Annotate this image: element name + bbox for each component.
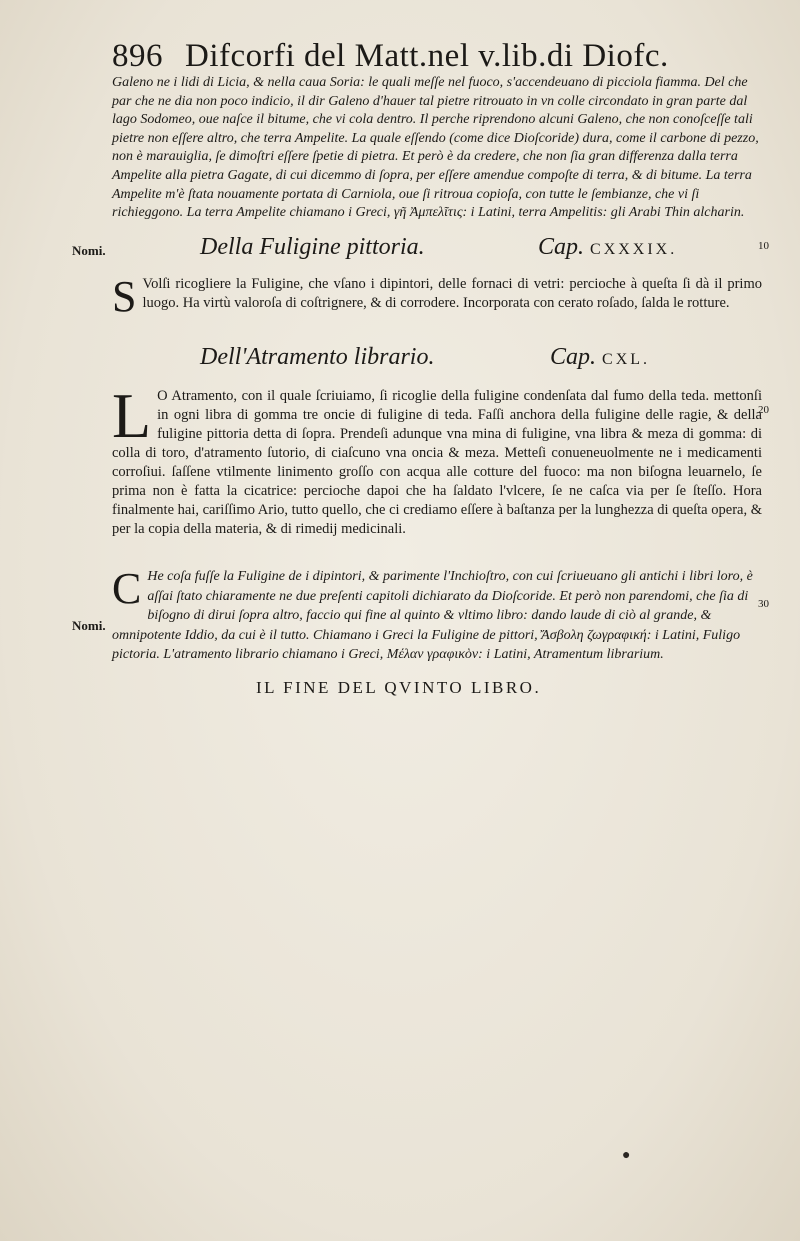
drop-cap: C [112, 564, 142, 613]
paragraph-atramento [112, 380, 762, 539]
paragraph-text: O Atramento, con il quale ſcriuiamo, ſi ricoglie della fuligine condenſata dal fumo della teda. mettonſi in ogni libra di gomma tre oncie di fuligine di teda. Faſſi anchora della fuligine delle ragie, & della fuligine pittoria detta di ſopra. Prendeſi adunque vna mina di fuligine, vna libra & meza di gomma: di colla di toro, d'atramento ſutorio, di ciaſcuno vna oncia & meza. Metteſi conueneuolmente ne i medicamenti corroſiui. ſaſſene vtilmente linimento groſſo con acqua alle cotture del fuoco: ma non biſogna leuarnelo, ſe prima non è fatta la cicatrice: percioche dapoi che ha ſaldato l'vlcere, ſe ne caſca via per ſe ſteſſo. Hora finalmente hai, cariſſimo Ario, tutto quello, che ci crediamo eſſere à baſtanza per la lunghezza di queſta opera, & per la copia della materia, & di rimedij medicinali. [112, 388, 762, 537]
margin-line-number: 20 [758, 404, 769, 416]
margin-line-number: 30 [758, 598, 769, 610]
drop-cap: L [112, 380, 152, 451]
paragraph-text: He coſa fuſſe la Fuligine de i dipintori, & parimente l'Inchioſtro, con cui ſcriueuano gli antichi i libri loro, è aſſai ſtato chiaramente ne due preſenti capitoli dichiarato da Dioſcoride. Et però non parendomi, che ſia di biſogno di dirui ſopra altro, faccio qui fine al quinto & vltimo libro: dando laude di ciò al grande, & omnipotente Iddio, da cui è il tutto. Chiamano i Greci la Fuligine de pittori, Ἄσβολη ζωγραφική: i Latini, Fuligo pictoria. L'atramento librario chiamano i Greci, Μέλαν γραφικὸν: i Latini, Atramentum librarium. [112, 569, 753, 663]
paragraph-text: Volſi ricogliere la Fuligine, che vſano i dipintori, delle fornaci di vetri: percioche à queſta ſi dà il primo luogo. Ha virtù valoroſa di coſtrignere, & di corrodere. Incorporata con cerato roſado, ſalda le rotture. [142, 276, 762, 311]
running-title: Difcorfi del Matt.nel v.lib.di Diofc. [185, 38, 669, 74]
cap-number: CXXXIX. [590, 241, 678, 258]
cap-label: Cap. [550, 344, 597, 370]
page-number: 896 [112, 38, 163, 74]
chapter-number [550, 344, 650, 371]
paragraph-commentary [112, 564, 762, 665]
margin-line-number: 10 [758, 240, 769, 252]
drop-cap: S [112, 272, 137, 321]
chapter-title: Della Fuligine pittoria. [200, 234, 425, 260]
side-note-nomi: Nomi. [72, 243, 106, 258]
ink-blot: ● [622, 1148, 631, 1163]
chapter-heading-140 [200, 344, 720, 371]
chapter-title: Dell'Atramento librario. [200, 344, 435, 370]
colophon: IL FINE DEL QVINTO LIBRO. [256, 678, 542, 697]
chapter-heading-139 [200, 234, 720, 261]
page-header [112, 38, 669, 75]
cap-label: Cap. [538, 234, 585, 260]
paragraph-fuligine [112, 272, 762, 321]
side-note-nomi: Nomi. [72, 618, 106, 633]
chapter-number [538, 234, 677, 261]
cap-number: CXL. [602, 351, 651, 368]
paragraph-galeno: Galeno ne i lidi di Licia, & nella caua Soria: le quali meſſe nel fuoco, s'accendeuano di picciola fiamma. Del che par che ne dia non poco indicio, il dir Galeno d'hauer tal pietre ritrouato in vn colle circondato in gran parte dal lago Sodomeo, oue naſce il bitume, che vi cola dentro. Il perche riprendono alcuni Galeno, che non conoſceſſe tali pietre non eſſere altro, che terra Ampelite. La quale eſſendo (come dice Dioſcoride) dura, come il carbone di pezzo, non è marauiglia, ſe dimoſtri eſſere ſpetie di pietra. Et però è da credere, che non ſia gran differenza dalla terra Ampelite alla pietra Gagate, di cui dicemmo di ſopra, per eſſere amendue compoſte di terra, & di bitume. La terra Ampelite m'è ſtata nouamente portata di Carniola, oue ſi ritroua copioſa, con tutte le ſembianze, che vi ſi richieggono. La terra Ampelite chiamano i Greci, γῆ Ἀμπελῖτις: i Latini, terra Ampelitis: gli Arabi Thin alcharin. [112, 75, 759, 221]
